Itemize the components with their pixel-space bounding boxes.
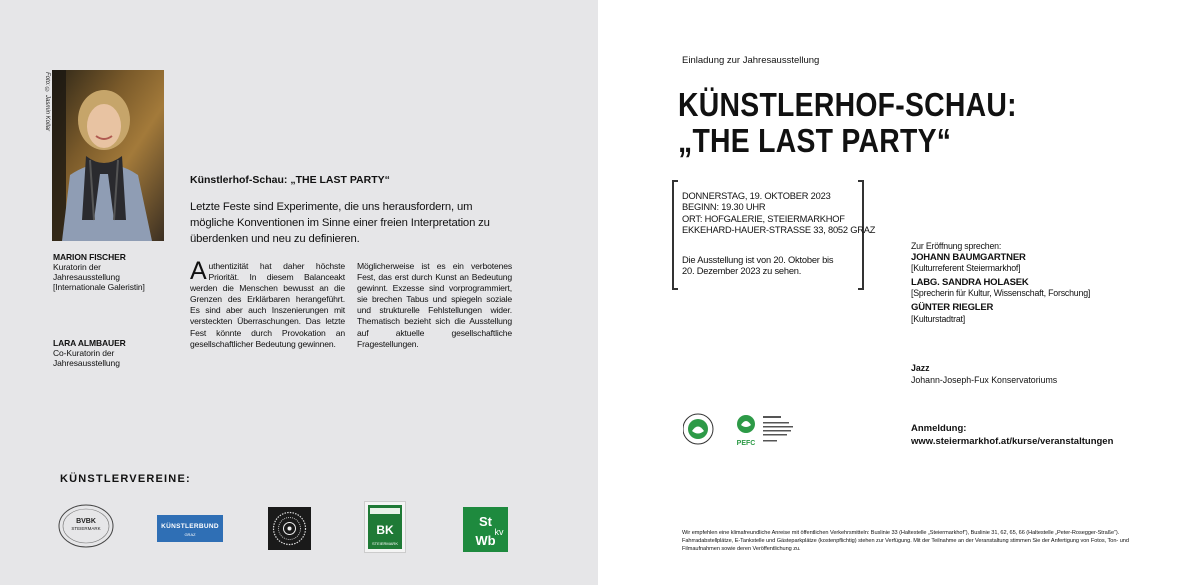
invite-label: Einladung zur Jahresausstellung [682, 55, 820, 66]
event-address: EKKEHARD-HAUER-STRASSE 33, 8052 GRAZ [682, 225, 876, 236]
article-title: Künstlerhof-Schau: „THE LAST PARTY“ [190, 174, 390, 186]
speaker-name: LABG. SANDRA HOLASEK [911, 276, 1029, 288]
event-date: DONNERSTAG, 19. OKTOBER 2023 [682, 191, 831, 201]
round-emblem-logo [268, 507, 311, 550]
article-lead: Letzte Feste sind Experimente, die uns herausfordern, um mögliche Konventionen im Sinne einer freien Interpretation zu überdenken und neu zu definieren. [190, 201, 490, 245]
speaker-role: [Kulturstadtrat] [911, 313, 966, 324]
title-line-1: KÜNSTLERHOF-SCHAU: [678, 86, 1017, 123]
svg-text:kv: kv [494, 527, 504, 537]
person-role-line: Co-Kuratorin der [53, 348, 115, 358]
event-time: BEGINN: 19.30 UHR [682, 202, 766, 213]
person-name: LARA ALMBAUER [53, 338, 126, 348]
photo-credit: Foto: © Jasmin Kollar [44, 72, 50, 132]
kuenstlervereine-heading: KÜNSTLERVEREINE: [60, 473, 191, 485]
person-lara-almbauer [53, 338, 126, 368]
title-line-2: „THE LAST PARTY“ [678, 122, 952, 159]
speakers-intro: Zur Eröffnung sprechen: [911, 241, 1002, 251]
speaker-role: [Kulturreferent Steiermarkhof] [911, 263, 1021, 274]
speaker-name: GÜNTER RIEGLER [911, 301, 994, 313]
svg-text:St: St [479, 514, 492, 529]
exhibition-duration [682, 255, 833, 278]
bvbk-logo [57, 503, 115, 549]
bk-steiermark-logo [364, 501, 406, 553]
bvbk-subtext: STEIERMARK [71, 526, 101, 531]
person-role-line: Kuratorin der [53, 262, 101, 272]
pefc-icon [737, 415, 756, 447]
kuenstlerbund-subtext: GRAZ [184, 532, 196, 537]
bk-subtext: STEIERMARK [371, 541, 399, 546]
pefc-fineprint [763, 416, 793, 442]
column-text: uthentizität hat daher höchste Priorität. In diesem Balanceakt werden die Menschen bewusst an die Grenzen des Erklärbaren herangeführt. Es sind aber auch Inszenierungen mit versteckten Überraschungen. Das letzte Fest könnte durch Provokation an gesellschaftlicher Bedeutung gewinnen. [190, 261, 345, 349]
pefc-text: PEFC [736, 440, 756, 447]
person-marion-fischer [53, 252, 145, 292]
right-page [598, 0, 1200, 585]
certification-logos [683, 410, 803, 455]
bvbk-text: BVBK [76, 518, 96, 525]
main-title [678, 87, 1017, 159]
signup-block [911, 422, 1113, 448]
kuenstlerbund-text: KÜNSTLERBUND [161, 523, 219, 530]
stkvwb-logo [463, 507, 508, 552]
footer-note: Wir empfehlen eine klimafreundliche Anreise mit öffentlichen Verkehrsmitteln: Buslinie 33 (Haltestelle „Steiermarkhof“), Buslinie 31, 62, 65, 66 (Haltestelle „Peter-Rosegger-Straße“). Fahrradabstellplätze, E-Tankstelle und Gästeparkplätze (kostenpflichtig) stehen zur Verfügung. Mit der Teilnahme an der Veranstaltung stimmen Sie der Anfertigung von Fotos, Ton- und Filmaufnahmen sowie deren Veröffentlichung zu. [682, 530, 1129, 552]
portrait-photo [52, 70, 164, 241]
speaker-role: [Sprecherin für Kultur, Wissenschaft, Forschung] [911, 288, 1091, 299]
signup-url[interactable]: www.steiermarkhof.at/kurse/veranstaltungen [911, 436, 1114, 447]
column-text: Möglicherweise ist es ein verbotenes Fest, das erst durch Kunst an Bedeutung gewinnt. Exzesse sind vorprogrammiert, sie brechen Tabus und spiegeln soziale und strukturelle Fehlstellungen wider. Thematisch bezieht sich die Ausstellung auf aktuelle gesellschaftliche Fragestellungen. [357, 261, 512, 349]
duration-line: Die Ausstellung ist von 20. Oktober bis [682, 255, 834, 265]
kuenstlerbund-logo [157, 515, 223, 542]
left-bracket [672, 180, 678, 290]
person-role-line: Jahresausstellung [53, 272, 120, 282]
person-name: MARION FISCHER [53, 252, 126, 262]
bk-text: BK [376, 523, 394, 537]
speaker-name: JOHANN BAUMGARTNER [911, 251, 1026, 263]
article-column-1 [190, 257, 345, 350]
speakers-block [911, 241, 1090, 324]
portrait-illustration [52, 70, 164, 241]
article-column-2 [357, 261, 512, 350]
svg-text:Wb: Wb [475, 533, 496, 548]
event-info [682, 191, 875, 237]
jazz-text: Johann-Joseph-Fux Konservatoriums [911, 374, 1058, 385]
jazz-block [911, 363, 1057, 386]
person-role-line: [Internationale Galeristin] [53, 282, 145, 292]
jazz-title: Jazz [911, 363, 930, 373]
drop-cap: A [190, 257, 207, 285]
person-role-line: Jahresausstellung [53, 358, 120, 368]
eco-label-icon [683, 414, 713, 444]
signup-label: Anmeldung: [911, 423, 967, 434]
event-place: ORT: HOFGALERIE, STEIERMARKHOF [682, 213, 845, 224]
duration-line: 20. Dezember 2023 zu sehen. [682, 266, 802, 277]
cert-logos-svg [683, 410, 803, 450]
left-page [0, 0, 598, 585]
